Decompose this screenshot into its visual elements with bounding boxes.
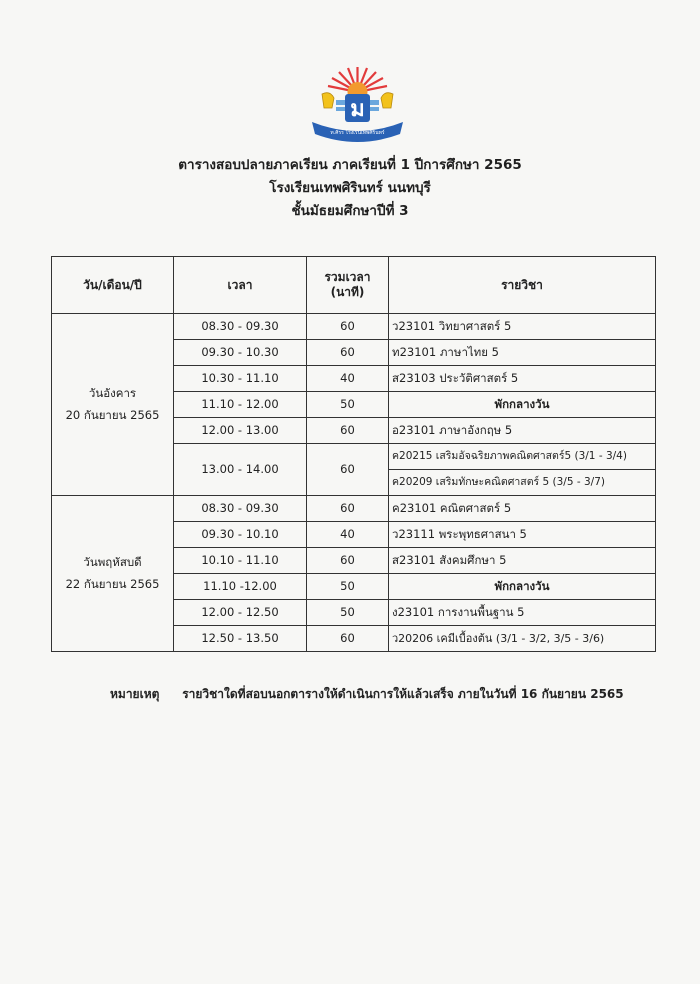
subject-cell: ง23101 การงานพื้นฐาน 5 xyxy=(389,600,656,626)
time-cell: 11.10 -12.00 xyxy=(174,574,307,600)
footnote xyxy=(110,685,624,704)
col-header-time: เวลา xyxy=(174,257,307,314)
subject-cell: ค20215 เสริมอัจฉริยภาพคณิตศาสตร์5 (3/1 - 3/4) xyxy=(389,444,656,470)
minutes-cell: 60 xyxy=(307,444,389,496)
subject-cell: ว20206 เคมีเบื้องต้น (3/1 - 3/2, 3/5 - 3/6) xyxy=(389,626,656,652)
minutes-cell: 50 xyxy=(307,392,389,418)
subject-cell: ค23101 คณิตศาสตร์ 5 xyxy=(389,496,656,522)
time-cell: 12.00 - 13.00 xyxy=(174,418,307,444)
day-cell-thursday: วันพฤหัสบดี 22 กันยายน 2565 xyxy=(52,496,174,652)
time-cell: 08.30 - 09.30 xyxy=(174,496,307,522)
title-line-1: ตารางสอบปลายภาคเรียน ภาคเรียนที่ 1 ปีการศึกษา 2565 xyxy=(178,157,522,173)
subject-cell: ส23103 ประวัติศาสตร์ 5 xyxy=(389,366,656,392)
time-cell: 13.00 - 14.00 xyxy=(174,444,307,496)
time-cell: 09.30 - 10.30 xyxy=(174,340,307,366)
subject-cell: อ23101 ภาษาอังกฤษ 5 xyxy=(389,418,656,444)
minutes-cell: 60 xyxy=(307,314,389,340)
time-cell: 10.30 - 11.10 xyxy=(174,366,307,392)
table-row xyxy=(52,496,656,522)
subject-cell: ว23101 วิทยาศาสตร์ 5 xyxy=(389,314,656,340)
svg-text:ม: ม xyxy=(350,97,365,122)
note-label: หมายเหตุ xyxy=(110,687,160,701)
minutes-cell: 40 xyxy=(307,522,389,548)
col-header-subject: รายวิชา xyxy=(389,257,656,314)
subject-cell: ท23101 ภาษาไทย 5 xyxy=(389,340,656,366)
subject-cell: ค20209 เสริมทักษะคณิตศาสตร์ 5 (3/5 - 3/7) xyxy=(389,470,656,496)
col-header-duration: รวมเวลา (นาที) xyxy=(307,257,389,314)
table-row xyxy=(52,314,656,340)
lunch-break-cell: พักกลางวัน xyxy=(389,392,656,418)
minutes-cell: 50 xyxy=(307,574,389,600)
subject-cell: ส23101 สังคมศึกษา 5 xyxy=(389,548,656,574)
logo-caption: ท.ศิรร โรงเรนเทพศิรินทร์ xyxy=(330,130,385,136)
title-line-3: ชั้นมัธยมศึกษาปีที่ 3 xyxy=(291,203,409,219)
time-cell: 11.10 - 12.00 xyxy=(174,392,307,418)
exam-schedule-table xyxy=(51,256,656,652)
time-cell: 12.50 - 13.50 xyxy=(174,626,307,652)
time-cell: 10.10 - 11.10 xyxy=(174,548,307,574)
minutes-cell: 60 xyxy=(307,418,389,444)
document-title xyxy=(0,154,700,223)
lunch-break-cell: พักกลางวัน xyxy=(389,574,656,600)
time-cell: 12.00 - 12.50 xyxy=(174,600,307,626)
minutes-cell: 60 xyxy=(307,496,389,522)
title-line-2: โรงเรียนเทพศิรินทร์ นนทบุรี xyxy=(269,180,431,196)
minutes-cell: 50 xyxy=(307,600,389,626)
col-header-date: วัน/เดือน/ปี xyxy=(52,257,174,314)
time-cell: 08.30 - 09.30 xyxy=(174,314,307,340)
day-cell-tuesday: วันอังคาร 20 กันยายน 2565 xyxy=(52,314,174,496)
time-cell: 09.30 - 10.10 xyxy=(174,522,307,548)
minutes-cell: 40 xyxy=(307,366,389,392)
minutes-cell: 60 xyxy=(307,340,389,366)
note-text: รายวิชาใดที่สอบนอกตารางให้ดำเนินการให้แล้วเสร็จ ภายในวันที่ 16 กันยายน 2565 xyxy=(182,687,624,701)
school-logo xyxy=(310,64,405,142)
minutes-cell: 60 xyxy=(307,626,389,652)
subject-cell: ว23111 พระพุทธศาสนา 5 xyxy=(389,522,656,548)
table-header-row xyxy=(52,257,656,314)
minutes-cell: 60 xyxy=(307,548,389,574)
